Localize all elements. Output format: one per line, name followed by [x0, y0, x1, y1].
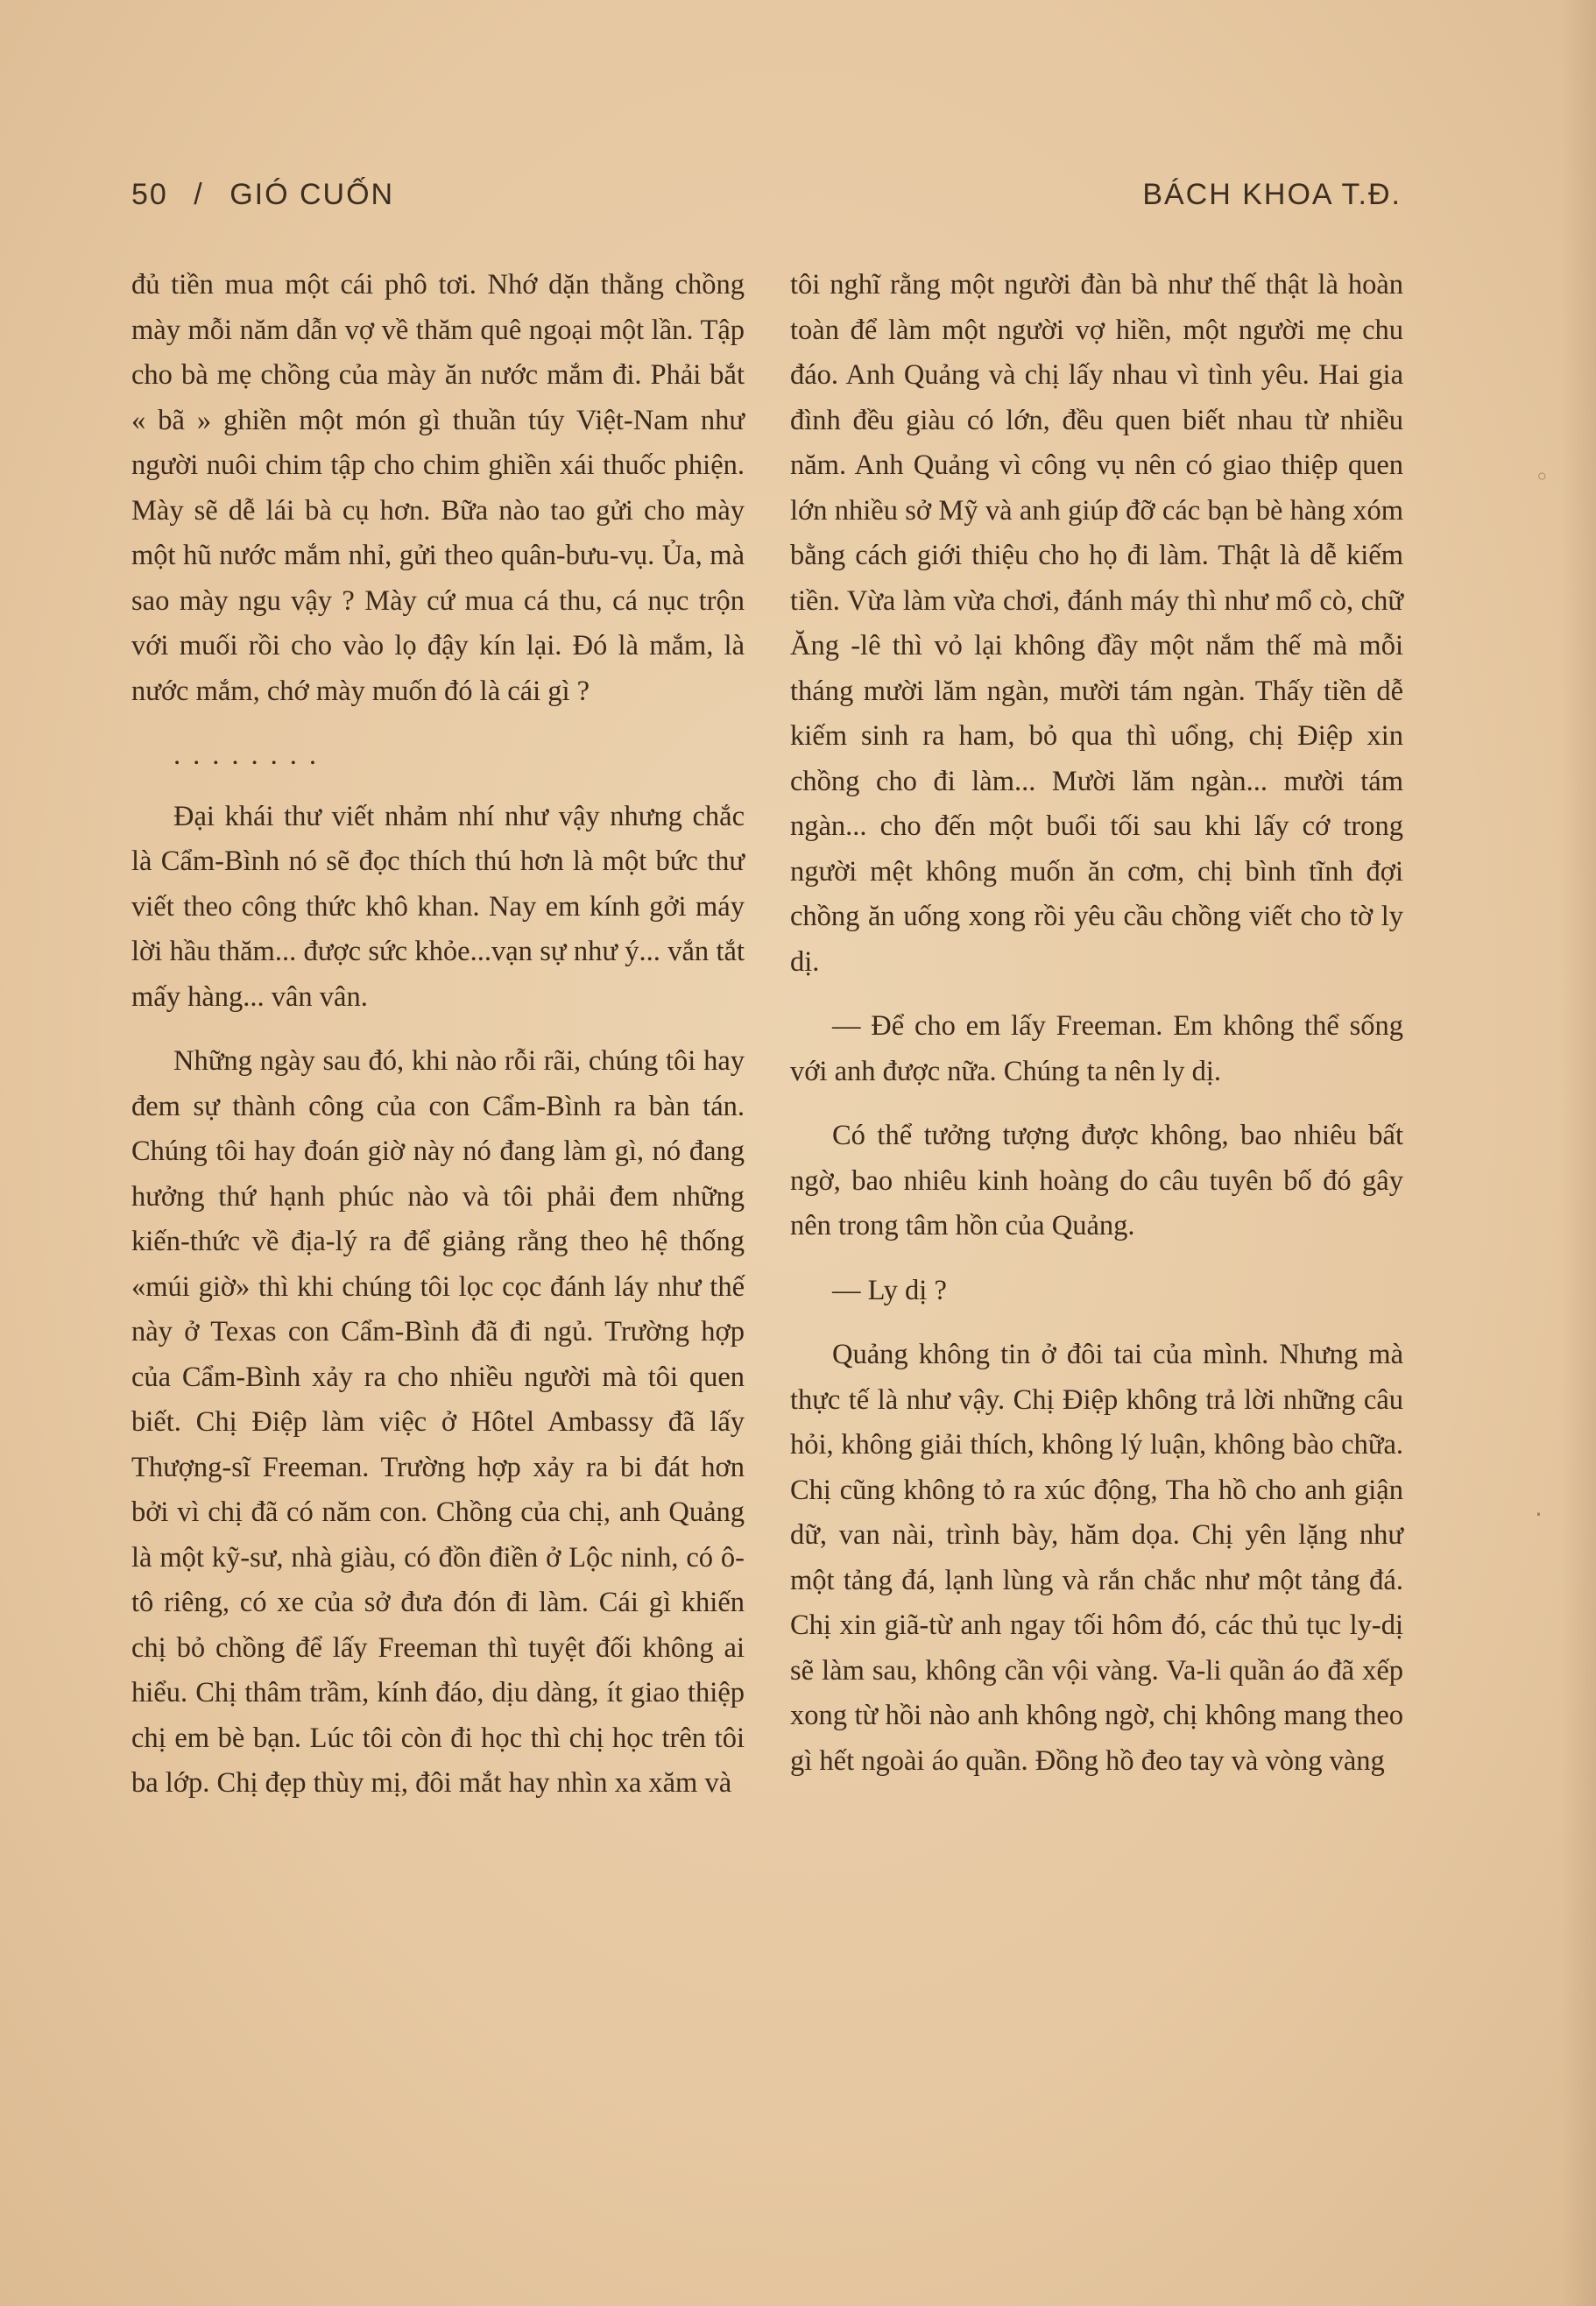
margin-mark-circle-icon: ◦	[1535, 463, 1550, 492]
right-column	[790, 263, 1403, 1803]
left-column	[131, 263, 745, 1826]
header-left	[131, 178, 410, 212]
right-paragraph-1: tôi nghĩ rằng một người đàn bà như thế thật là hoàn toàn để làm một người vợ hiền, một người mẹ chu đáo. Anh Quảng và chị lấy nhau vì tình yêu. Hai gia đình đều giàu có lớn, đều quen biết nhau từ nhiều năm. Anh Quảng vì công vụ nên có giao thiệp quen lớn nhiều sở Mỹ và anh giúp đỡ các bạn bè hàng xóm bằng cách giới thiệu cho họ đi làm. Thật là dễ kiếm tiền. Vừa làm vừa chơi, đánh máy thì như mổ cò, chữ Ăng -lê thì vỏ lại không đầy một nắm thế mà mỗi tháng mười lăm ngàn, mười tám ngàn. Thấy tiền dễ kiếm sinh ra ham, bỏ qua thì uổng, chị Điệp xin chồng cho đi làm... Mười lăm ngàn... mười tám ngàn... cho đến một buổi tối sau khi lấy cớ trong người mệt không muốn ăn cơm, chị bình tĩnh đợi chồng ăn uống xong rồi yêu cầu chồng viết cho tờ ly dị.	[790, 269, 1403, 978]
left-paragraph-1: đủ tiền mua một cái phô tơi. Nhớ dặn thằng chồng mày mỗi năm dẫn vợ về thăm quê ngoại một lần. Tập cho bà mẹ chồng của mày ăn nước mắm đi. Phải bắt « bã » ghiền một món gì thuần túy Việt-Nam như người nuôi chim tập cho chim ghiền xái thuốc phiện. Mày sẽ dễ lái bà cụ hơn. Bữa nào tao gửi cho mày một hũ nước mắm nhỉ, gửi theo quân-bưu-vụ. Ủa, mà sao mày ngu vậy ? Mày cứ mua cá thu, cá nục trộn với muối rồi cho vào lọ đậy kín lại. Đó là mắm, là nước mắm, chớ mày muốn đó là cái gì ?	[131, 269, 745, 707]
running-header	[131, 168, 1402, 221]
left-paragraph-3: Những ngày sau đó, khi nào rỗi rãi, chúng tôi hay đem sự thành công của con Cẩm-Bình ra bàn tán. Chúng tôi hay đoán giờ này nó đang làm gì, nó đang hưởng thứ hạnh phúc nào và tôi phải đem những kiến-thức về địa-lý ra để giảng rằng theo hệ thống «múi giờ» thì khi chúng tôi lọc cọc đánh láy như thế này ở Texas con Cẩm-Bình đã đi ngủ. Trường hợp của Cẩm-Bình xảy ra cho nhiều người mà tôi quen biết. Chị Điệp làm việc ở Hôtel Ambassy đã lấy Thượng-sĩ Freeman. Trường hợp xảy ra bi đát hơn bởi vì chị đã có năm con. Chồng của chị, anh Quảng là một kỹ-sư, nhà giàu, có đồn điền ở Lộc ninh, có ô-tô riêng, có xe của sở đưa đón đi làm. Cái gì khiến chị bỏ chồng để lấy Freeman thì tuyệt đối không ai hiểu. Chị thâm trầm, kính đáo, dịu dàng, ít giao thiệp chị em bè bạn. Lúc tôi còn đi học thì chị học trên tôi ba lớp. Chị đẹp thùy mị, đôi mắt hay nhìn xa xăm và	[131, 1045, 745, 1799]
right-paragraph-3: Quảng không tin ở đôi tai của mình. Nhưng mà thực tế là như vậy. Chị Điệp không trả lời những câu hỏi, không giải thích, không lý luận, không bào chữa. Chị cũng không tỏ ra xúc động, Tha hồ cho anh giận dữ, van nài, trình bày, hăm dọa. Chị yên lặng như một tảng đá, lạnh lùng và rắn chắc như một tảng đá. Chị xin giã-từ anh ngay tối hôm đó, các thủ tục ly-dị sẽ làm sau, không cần vội vàng. Va-li quần áo đã xếp xong từ hồi nào anh không ngờ, chị không mang theo gì hết ngoài áo quần. Đồng hồ đeo tay và vòng vàng	[790, 1339, 1403, 1777]
right-dialogue-2: — Ly dị ?	[832, 1274, 947, 1306]
right-dialogue-1: — Để cho em lấy Freeman. Em không thể sống với anh được nữa. Chúng ta nên ly dị.	[790, 1010, 1403, 1087]
right-paragraph-2: Có thể tưởng tượng được không, bao nhiêu bất ngờ, bao nhiêu kinh hoàng do câu tuyên bố đó gây nên trong tâm hồn của Quảng.	[790, 1120, 1403, 1241]
header-separator: /	[194, 177, 204, 211]
section-break-dots: ........	[173, 739, 328, 771]
margin-mark-dot-icon: ·	[1535, 1500, 1543, 1529]
page-number: 50	[131, 177, 168, 211]
left-paragraph-2: Đại khái thư viết nhảm nhí như vậy nhưng chắc là Cẩm-Bình nó sẽ đọc thích thú hơn là một bức thư viết theo công thức khô khan. Nay em kính gởi máy lời hầu thăm... được sức khỏe...vạn sự như ý... vắn tắt mấy hàng... vân vân.	[131, 800, 745, 1013]
publication-name: BÁCH KHOA T.Đ.	[1142, 177, 1402, 211]
section-title: GIÓ CUỐN	[230, 177, 395, 211]
